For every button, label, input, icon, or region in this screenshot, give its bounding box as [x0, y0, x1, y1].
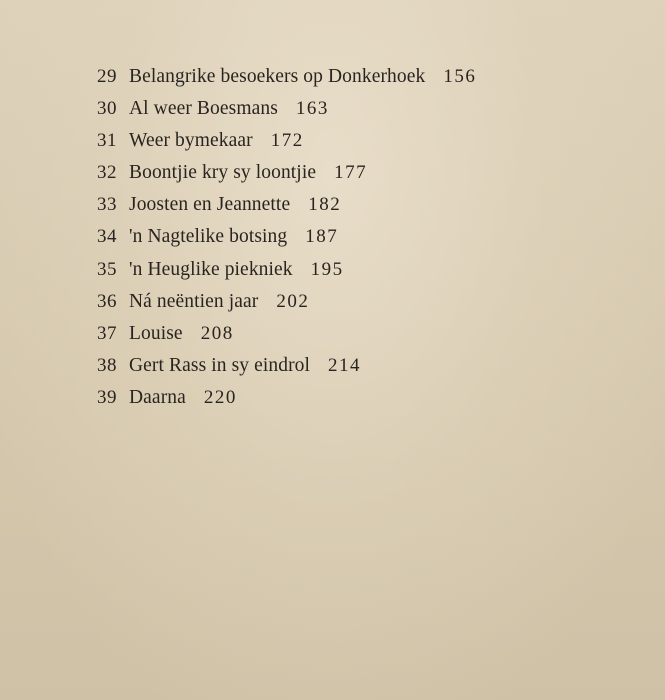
chapter-page-number: 214	[328, 354, 362, 376]
toc-entry	[97, 125, 476, 157]
chapter-number: 37	[97, 322, 117, 344]
toc-entry	[97, 189, 476, 221]
toc-entry	[97, 254, 476, 286]
chapter-page-number: 195	[310, 258, 344, 280]
chapter-number: 32	[97, 162, 117, 184]
chapter-number: 31	[97, 130, 117, 152]
chapter-page-number: 172	[270, 130, 304, 152]
chapter-title: Boontjie kry sy loontjie	[129, 162, 317, 184]
chapter-title: 'n Heuglike piekniek	[129, 258, 293, 280]
chapter-page-number: 182	[308, 194, 342, 216]
chapter-number: 36	[97, 290, 117, 312]
chapter-title: Gert Rass in sy eindrol	[129, 354, 311, 376]
chapter-number: 30	[97, 98, 117, 120]
toc-entry	[97, 157, 476, 189]
toc-entry	[97, 61, 476, 93]
chapter-page-number: 187	[305, 226, 339, 248]
chapter-number: 39	[97, 386, 117, 408]
toc-entry	[97, 350, 476, 382]
toc-entry	[97, 382, 476, 414]
chapter-title: Joosten en Jeannette	[129, 194, 291, 216]
chapter-title: Al weer Boesmans	[129, 98, 278, 120]
chapter-title: Belangrike besoekers op Donkerhoek	[129, 66, 426, 87]
chapter-page-number: 177	[334, 162, 368, 184]
chapter-title: Ná neëntien jaar	[129, 290, 259, 312]
chapter-number: 29	[97, 66, 117, 87]
chapter-title: 'n Nagtelike botsing	[129, 226, 288, 248]
table-of-contents	[97, 61, 476, 414]
chapter-number: 34	[97, 226, 117, 248]
toc-entry	[97, 93, 476, 125]
chapter-page-number: 202	[276, 290, 310, 312]
chapter-title: Louise	[129, 322, 183, 344]
chapter-number: 35	[97, 258, 117, 280]
chapter-title: Weer bymekaar	[129, 130, 253, 152]
toc-entry	[97, 221, 476, 253]
chapter-page-number: 220	[203, 386, 237, 408]
chapter-page-number: 163	[295, 98, 329, 120]
chapter-number: 38	[97, 354, 117, 376]
toc-entry	[97, 318, 476, 350]
chapter-number: 33	[97, 194, 117, 216]
chapter-page-number: 156	[443, 66, 477, 87]
chapter-page-number: 208	[200, 322, 234, 344]
toc-entry	[97, 286, 476, 318]
chapter-title: Daarna	[129, 386, 186, 408]
